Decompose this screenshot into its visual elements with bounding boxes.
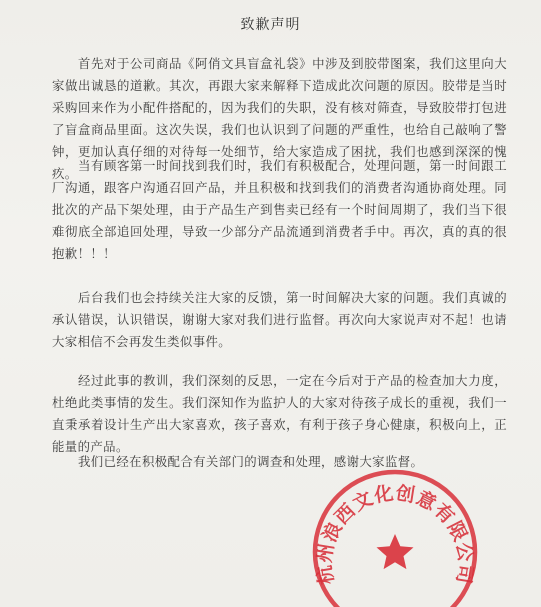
paragraph-lesson: 经过此事的教训，我们深刻的反思，一定在今后对于产品的检查加大力度，杜绝此类事情的发生。我们深知作为监护人的大家对待孩子成长的重视，我们一直秉承着设计生产出大家喜欢，孩子喜欢，有利于孩子身心健康，积极向上，正能量的产品。 [52, 373, 507, 454]
paragraph-apology: 首先对于公司商品《阿俏文具盲盒礼袋》中涉及到胶带图案，我们这里向大家做出诚恳的道歉。其次，再跟大家来解释下造成此次问题的原因。胶带是当时采购回来作为小配件搭配的，因为我们的失职，没有核对筛查，导致胶带打包进了盲盒商品里面。这次失误，我们也认识到了问题的严重性，也给自己敲响了警钟，更加认真仔细的对待每一处细节，给大家造成了困扰，我们也感到深深的愧疚。 [52, 56, 507, 181]
document-title: 致歉声明 [240, 17, 301, 33]
company-seal [311, 468, 479, 607]
seal-star-icon [377, 534, 414, 569]
paragraph-feedback: 后台我们也会持续关注大家的反馈，第一时间解决大家的问题。我们真诚的承认错误，认识错误，谢谢大家对我们进行监督。再次向大家说声对不起！也请大家相信不会再发生类似事件。 [52, 290, 507, 349]
paragraph-handling: 当有顾客第一时间找到我们时，我们有积极配合，处理问题，第一时间跟工厂沟通，跟客户沟通召回产品，并且积极和找到我们的消费者沟通协商处理。同批次的产品下架处理，由于产品生产到售卖已经有一个时间周期了，我们当下很难彻底全部追回处理，导致一少部分产品流通到消费者手中。再次，真的真的很抱歉！！！ [52, 158, 507, 261]
seal-text: 杭州浪西文化创意有限公司 [313, 482, 477, 587]
paragraph-cooperation: 我们已经在积极配合有关部门的调查和处理，感谢大家监督。 [78, 454, 424, 469]
